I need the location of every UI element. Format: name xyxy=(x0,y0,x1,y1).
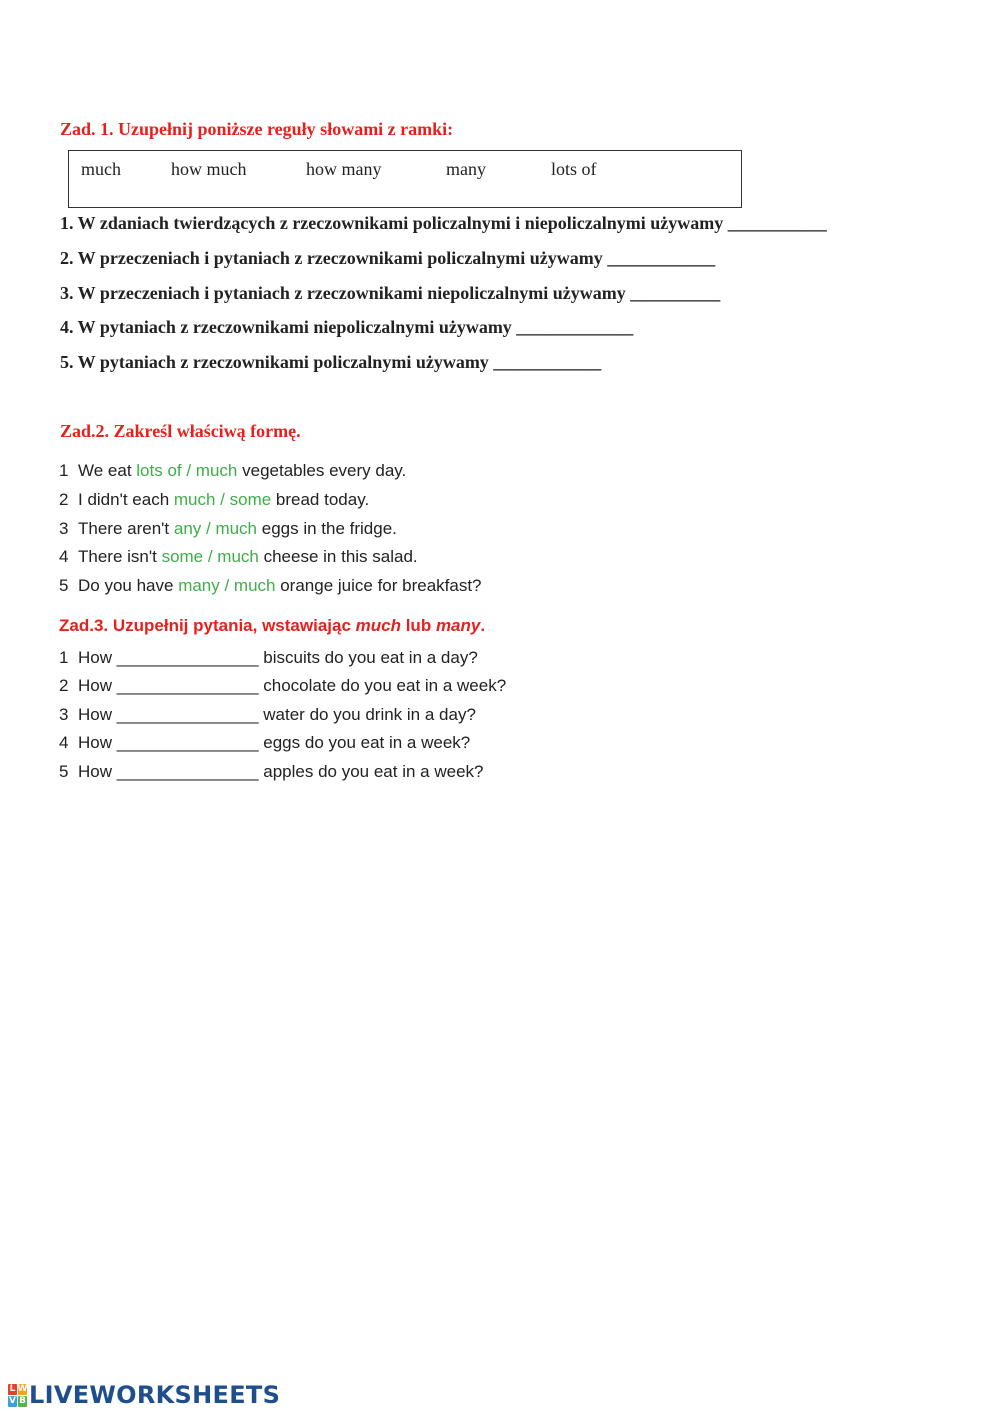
heading-text: . xyxy=(480,616,486,635)
choice-option[interactable]: many / much xyxy=(178,576,276,595)
sentence-after: orange juice for breakfast? xyxy=(275,576,482,595)
question-row xyxy=(59,733,470,753)
exercise-3-heading xyxy=(59,616,485,636)
sentence-number: 3 xyxy=(59,519,69,538)
logo-letter: V xyxy=(9,1396,16,1406)
box-word: how many xyxy=(306,159,382,179)
question-text[interactable]: How _______________ apples do you eat in a week? xyxy=(78,762,484,781)
sentence-before: I didn't each xyxy=(78,490,174,509)
sentence-row xyxy=(59,461,406,481)
sentence-after: eggs in the fridge. xyxy=(257,519,397,538)
choice-option[interactable]: any / much xyxy=(173,519,258,538)
exercise-2-heading: Zad.2. Zakreśl właściwą formę. xyxy=(60,421,301,441)
choice-option[interactable]: lots of / much xyxy=(136,461,238,480)
sentence-before: There isn't xyxy=(78,547,162,566)
heading-emphasis: much xyxy=(355,616,401,635)
question-row xyxy=(59,705,476,725)
box-word: much xyxy=(81,159,121,179)
box-word: how much xyxy=(171,159,247,179)
question-number: 3 xyxy=(59,705,69,724)
logo-letter: L xyxy=(9,1384,16,1394)
sentence-number: 5 xyxy=(59,576,69,595)
sentence-after: bread today. xyxy=(271,490,370,509)
heading-emphasis: many xyxy=(435,616,481,635)
liveworksheets-logo xyxy=(8,1380,280,1410)
sentence-row xyxy=(59,547,418,567)
logo-text: LIVEWORKSHEETS xyxy=(29,1381,281,1409)
sentence-before: There aren't xyxy=(78,519,174,538)
box-word: lots of xyxy=(551,159,597,179)
rule-item: 3. W przeczeniach i pytaniach z rzeczownikami niepoliczalnymi używamy __________ xyxy=(60,283,721,303)
exercise-1-heading: Zad. 1. Uzupełnij poniższe reguły słowami z ramki: xyxy=(60,119,454,139)
sentence-row xyxy=(59,519,397,539)
question-number: 2 xyxy=(59,676,69,695)
sentence-before: Do you have xyxy=(78,576,179,595)
question-text[interactable]: How _______________ eggs do you eat in a week? xyxy=(78,733,471,752)
rule-item: 2. W przeczeniach i pytaniach z rzeczownikami policzalnymi używamy ____________ xyxy=(60,248,716,268)
logo-letter: W xyxy=(17,1384,28,1394)
question-number: 5 xyxy=(59,762,69,781)
question-row xyxy=(59,762,484,782)
choice-option[interactable]: much / some xyxy=(173,490,272,509)
sentence-number: 4 xyxy=(59,547,69,566)
question-number: 4 xyxy=(59,733,69,752)
sentence-after: cheese in this salad. xyxy=(258,547,418,566)
question-row xyxy=(59,648,478,668)
word-box xyxy=(68,150,742,208)
question-row xyxy=(59,676,506,696)
sentence-row xyxy=(59,576,482,596)
logo-mark xyxy=(8,1384,27,1407)
sentence-before: We eat xyxy=(78,461,137,480)
sentence-row xyxy=(59,490,369,510)
question-text[interactable]: How _______________ biscuits do you eat in a day? xyxy=(78,648,478,667)
rule-item: 5. W pytaniach z rzeczownikami policzalnymi używamy ____________ xyxy=(60,352,602,372)
choice-option[interactable]: some / much xyxy=(161,547,259,566)
rule-item: 4. W pytaniach z rzeczownikami niepoliczalnymi używamy _____________ xyxy=(60,317,634,337)
heading-text: lub xyxy=(400,616,436,635)
question-text[interactable]: How _______________ chocolate do you eat in a week? xyxy=(78,676,507,695)
heading-text: Zad.3. Uzupełnij pytania, wstawiając xyxy=(59,616,356,635)
sentence-after: vegetables every day. xyxy=(237,461,407,480)
box-word: many xyxy=(446,159,486,179)
sentence-number: 1 xyxy=(59,461,69,480)
question-number: 1 xyxy=(59,648,69,667)
rule-item: 1. W zdaniach twierdzących z rzeczownikami policzalnymi i niepoliczalnymi używamy ___________ xyxy=(60,213,827,233)
sentence-number: 2 xyxy=(59,490,69,509)
logo-letter: B xyxy=(19,1396,26,1406)
question-text[interactable]: How _______________ water do you drink in a day? xyxy=(78,705,476,724)
